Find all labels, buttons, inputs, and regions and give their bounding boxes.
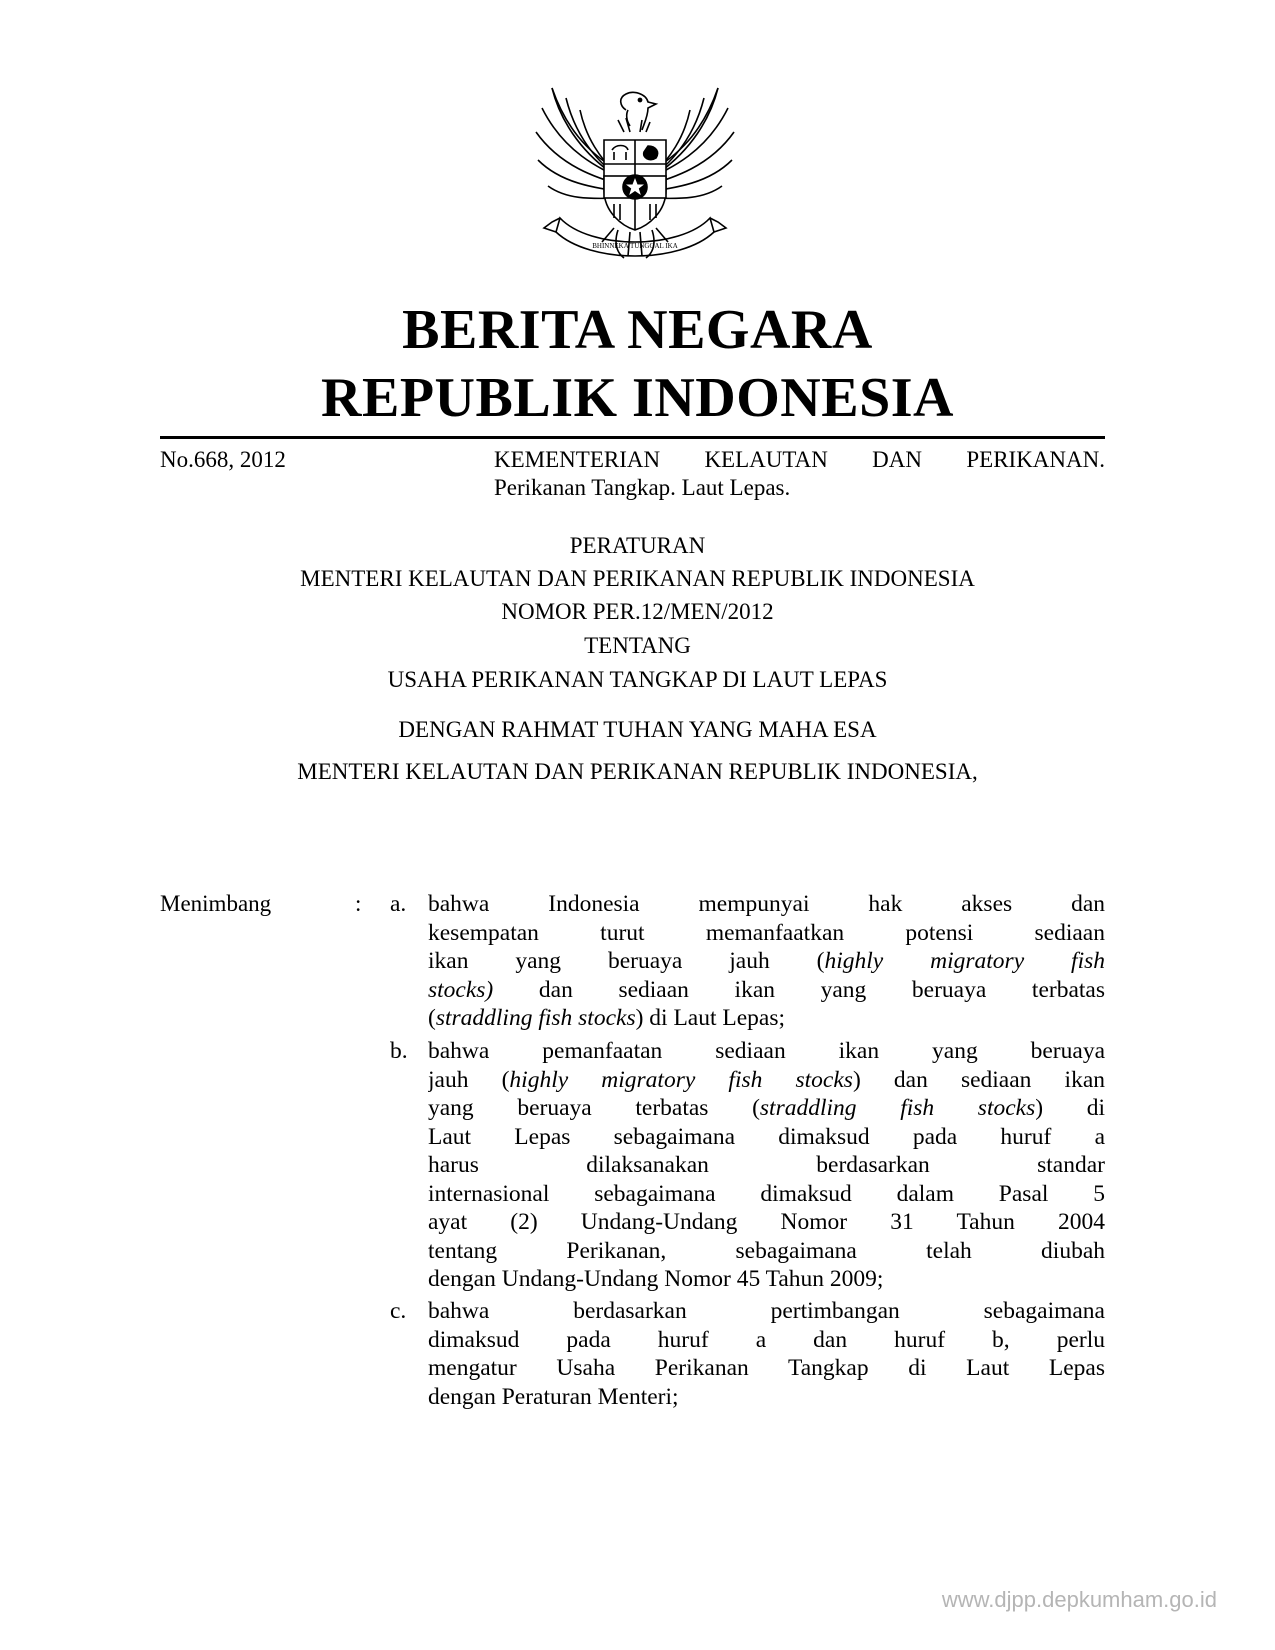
regulation-type: PERATURAN — [569, 533, 706, 558]
footer-url: www.djpp.depkumham.go.id — [941, 1587, 1217, 1612]
consideration-text — [428, 1297, 1105, 1411]
issue-subject-line1: KEMENTERIAN KELAUTAN DAN PERIKANAN. — [494, 447, 1105, 472]
text-line: dengan Peraturan Menteri; — [428, 1383, 679, 1410]
considerations-colon: : — [355, 891, 362, 916]
text-line: bahwa pemanfaatan sediaan ikan yang beruaya — [428, 1038, 1105, 1064]
text-line: bahwa Indonesia mempunyai hak akses dan — [428, 891, 1105, 917]
text-line: dimaksud pada huruf a dan huruf b, perlu — [428, 1326, 1105, 1353]
preamble-line1: DENGAN RAHMAT TUHAN YANG MAHA ESA — [398, 717, 877, 742]
regulation-title: USAHA PERIKANAN TANGKAP DI LAUT LEPAS — [387, 667, 888, 692]
consideration-text — [428, 890, 1105, 1033]
text-line: dengan Undang-Undang Nomor 45 Tahun 2009; — [428, 1266, 884, 1292]
masthead-title-line1: BERITA NEGARA — [402, 299, 873, 361]
text-line: tentang Perikanan, sebagaimana telah diubah — [428, 1237, 1105, 1264]
text-line: yang beruaya terbatas (straddling fish stocks) di — [428, 1095, 1105, 1121]
text-line: ayat (2) Undang-Undang Nomor 31 Tahun 2004 — [428, 1209, 1105, 1235]
regulation-number: NOMOR PER.12/MEN/2012 — [501, 599, 774, 624]
consideration-mark: b. — [390, 1038, 408, 1064]
regulation-about: TENTANG — [584, 633, 691, 658]
regulation-issuer: MENTERI KELAUTAN DAN PERIKANAN REPUBLIK INDONESIA — [300, 566, 975, 591]
text-line: internasional sebagaimana dimaksud dalam Pasal 5 — [428, 1180, 1105, 1207]
text-line: jauh (highly migratory fish stocks) dan sediaan ikan — [428, 1066, 1105, 1093]
masthead-rule — [160, 436, 1105, 439]
considerations-label: Menimbang — [160, 891, 272, 916]
consideration-text — [428, 1037, 1105, 1294]
text-line: mengatur Usaha Perikanan Tangkap di Laut Lepas — [428, 1355, 1105, 1381]
text-line: ikan yang beruaya jauh (highly migratory fish — [428, 948, 1105, 974]
emblem-motto: BHINNEKA TUNGGAL IKA — [592, 242, 678, 250]
garuda-pancasila-emblem — [530, 80, 740, 270]
text-line: kesempatan turut memanfaatkan potensi sediaan — [428, 919, 1105, 946]
issue-subject — [494, 446, 1105, 502]
consideration-mark: c. — [390, 1298, 407, 1324]
issue-number: No.668, 2012 — [160, 447, 286, 472]
issue-subject-line2: Perikanan Tangkap. Laut Lepas. — [494, 475, 791, 500]
text-line: bahwa berdasarkan pertimbangan sebagaimana — [428, 1298, 1105, 1324]
text-line: harus dilaksanakan berdasarkan standar — [428, 1152, 1105, 1178]
consideration-mark: a. — [390, 891, 407, 917]
masthead-title-line2: REPUBLIK INDONESIA — [321, 367, 954, 429]
text-line: (straddling fish stocks) di Laut Lepas; — [428, 1005, 786, 1031]
text-line: stocks) dan sediaan ikan yang beruaya terbatas — [428, 976, 1105, 1003]
text-line: Laut Lepas sebagaimana dimaksud pada huruf a — [428, 1123, 1105, 1150]
preamble-line2: MENTERI KELAUTAN DAN PERIKANAN REPUBLIK INDONESIA, — [297, 759, 978, 784]
